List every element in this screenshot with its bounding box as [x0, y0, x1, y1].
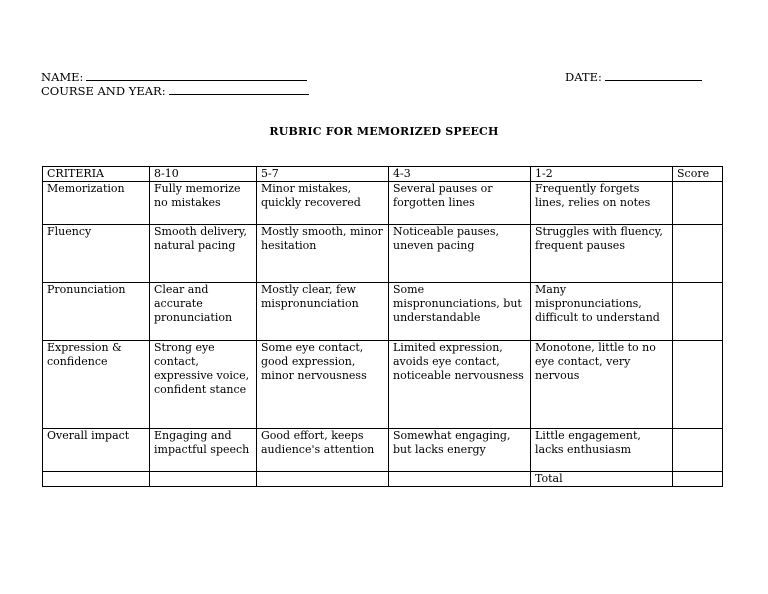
table-row — [43, 182, 723, 225]
rubric-cell: Struggles with fluency, frequent pauses — [531, 225, 673, 283]
criteria-cell: Memorization — [43, 182, 150, 225]
score-cell[interactable] — [673, 225, 723, 283]
rubric-cell: Clear and accurate pronunciation — [150, 283, 257, 341]
name-blank-line[interactable] — [86, 70, 307, 81]
total-score-cell[interactable] — [673, 472, 723, 487]
name-label: NAME: — [41, 70, 84, 84]
date-blank-line[interactable] — [605, 70, 702, 81]
criteria-cell: Pronunciation — [43, 283, 150, 341]
column-header: 1-2 — [531, 167, 673, 182]
criteria-cell: Expression & confidence — [43, 341, 150, 429]
total-label: Total — [531, 472, 673, 487]
score-cell[interactable] — [673, 341, 723, 429]
table-row — [43, 341, 723, 429]
table-header-row — [43, 167, 723, 182]
criteria-cell: Fluency — [43, 225, 150, 283]
column-header: Score — [673, 167, 723, 182]
rubric-cell: Good effort, keeps audience's attention — [257, 429, 389, 472]
rubric-cell: Mostly smooth, minor hesitation — [257, 225, 389, 283]
table-row — [43, 429, 723, 472]
rubric-cell: Some mispronunciations, but understandable — [389, 283, 531, 341]
rubric-cell: Many mispronunciations, difficult to understand — [531, 283, 673, 341]
column-header: CRITERIA — [43, 167, 150, 182]
empty-cell — [150, 472, 257, 487]
course-year-blank-line[interactable] — [169, 84, 309, 95]
score-cell[interactable] — [673, 182, 723, 225]
criteria-cell: Overall impact — [43, 429, 150, 472]
table-row — [43, 225, 723, 283]
empty-cell — [389, 472, 531, 487]
rubric-cell: Engaging and impactful speech — [150, 429, 257, 472]
date-field — [565, 70, 702, 84]
course-year-field — [41, 84, 309, 98]
column-header: 8-10 — [150, 167, 257, 182]
rubric-cell: Somewhat engaging, but lacks energy — [389, 429, 531, 472]
rubric-cell: Strong eye contact, expressive voice, confident stance — [150, 341, 257, 429]
rubric-cell: Little engagement, lacks enthusiasm — [531, 429, 673, 472]
document-title: RUBRIC FOR MEMORIZED SPEECH — [269, 125, 499, 138]
name-field — [41, 70, 307, 84]
rubric-cell: Fully memorize no mistakes — [150, 182, 257, 225]
column-header: 4-3 — [389, 167, 531, 182]
empty-cell — [43, 472, 150, 487]
course-year-label: COURSE AND YEAR: — [41, 84, 166, 98]
rubric-cell: Smooth delivery, natural pacing — [150, 225, 257, 283]
rubric-cell: Mostly clear, few mispronunciation — [257, 283, 389, 341]
rubric-cell: Monotone, little to no eye contact, very nervous — [531, 341, 673, 429]
table-row — [43, 283, 723, 341]
rubric-cell: Some eye contact, good expression, minor nervousness — [257, 341, 389, 429]
rubric-cell: Frequently forgets lines, relies on notes — [531, 182, 673, 225]
empty-cell — [257, 472, 389, 487]
score-cell[interactable] — [673, 429, 723, 472]
rubric-cell: Noticeable pauses, uneven pacing — [389, 225, 531, 283]
date-label: DATE: — [565, 70, 602, 84]
column-header: 5-7 — [257, 167, 389, 182]
rubric-table — [42, 166, 723, 487]
rubric-cell: Minor mistakes, quickly recovered — [257, 182, 389, 225]
rubric-cell: Several pauses or forgotten lines — [389, 182, 531, 225]
rubric-cell: Limited expression, avoids eye contact, noticeable nervousness — [389, 341, 531, 429]
score-cell[interactable] — [673, 283, 723, 341]
total-row — [43, 472, 723, 487]
